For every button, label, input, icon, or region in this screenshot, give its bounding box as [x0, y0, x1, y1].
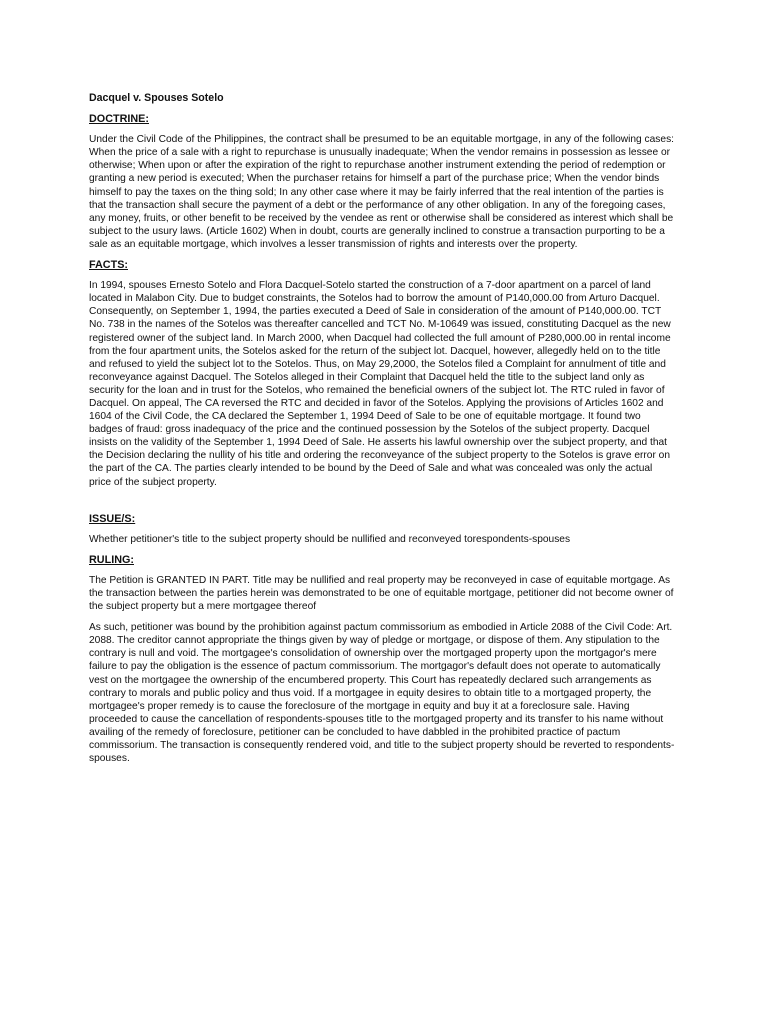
- document-page: [89, 92, 675, 773]
- doctrine-paragraph: Under the Civil Code of the Philippines, the contract shall be presumed to be an equitable mortgage, in any of the following cases: When the price of a sale with a right to repurchase is unusually inadequate; When the vendor remains in possession as lessee or otherwise; When upon or after the expiration of the right to repurchase another instrument extending the period of redemption or granting a new period is executed; When the purchaser retains for himself a part of the purchase price; When the vendor binds himself to pay the taxes on the thing sold; In any other case where it may be fairly inferred that the real intention of the parties is that the transaction shall secure the payment of a debt or the performance of any other obligation. In any of the foregoing cases, any money, fruits, or other benefit to be received by the vendee as rent or otherwise shall be considered as interest which shall be subject to the usury laws. (Article 1602) When in doubt, courts are generally inclined to construe a transaction purporting to be a sale as an equitable mortgage, which involves a lesser transmission of rights and interests over the property.: [89, 134, 674, 250]
- issues-heading: ISSUE/S:: [89, 512, 136, 525]
- doctrine-heading: DOCTRINE:: [89, 113, 149, 126]
- facts-paragraph: In 1994, spouses Ernesto Sotelo and Flora Dacquel-Sotelo started the construction of a 7-door apartment on a parcel of land located in Malabon City. Due to budget constraints, the Sotelos had to borrow the amount of P140,000.00 from Arturo Dacquel. Consequently, on September 1, 1994, the parties executed a Deed of Sale in consideration of the amount of P140,000.00. TCT No. 738 in the names of the Sotelos was thereafter cancelled and TCT No. M-10649 was issued, constituting Dacquel as the new registered owner of the subject land. In March 2000, when Dacquel had collected the full amount of P280,000.00 in rental income from the four apartment units, the Sotelos asked for the return of the subject lot. Dacquel, however, allegedly held on to the title and refused to yield the subject lot to the Sotelos. Thus, on May 29,2000, the Sotelos filed a Complaint for annulment of title and reconveyance against Dacquel. The Sotelos alleged in their Complaint that Dacquel held the title to the subject land only as security for the loan and in trust for the Sotelos, who remained the beneficial owners of the subject lot. The RTC ruled in favor of Dacquel. On appeal, The CA reversed the RTC and decided in favor of the Sotelos. Applying the provisions of Articles 1602 and 1604 of the Civil Code, the CA declared the September 1, 1994 Deed of Sale to be one of equitable mortgage. It found two badges of fraud: gross inadequacy of the price and the continued possession by the Sotelos of the subject property. Dacquel insists on the validity of the September 1, 1994 Deed of Sale. He asserts his lawful ownership over the subject property, and that the Decision declaring the nullity of his title and ordering the reconveyance of the subject property to the Sotelos is grave error on the part of the CA. The parties clearly intended to be bound by the Deed of Sale and what was concealed was only the actual price of the subject property.: [89, 280, 671, 488]
- ruling-paragraph-2: As such, petitioner was bound by the prohibition against pactum commissorium as embodied in Article 2088 of the Civil Code: Art. 2088. The creditor cannot appropriate the things given by way of pledge or mortgage, or dispose of them. Any stipulation to the contrary is null and void. The mortgagee's consolidation of ownership over the mortgaged property upon the mortgagor's mere failure to pay the obligation is the essence of pactum commissorium. The mortgagor's default does not operate to automatically vest on the mortgagee the ownership of the encumbered property. This Court has repeatedly declared such arrangements as contrary to morals and public policy and thus void. If a mortgagee in equity desires to obtain title to a mortgaged property, the mortgagee's proper remedy is to cause the foreclosure of the mortgage in equity and buy it at a foreclosure sale. Having proceeded to cause the cancellation of respondents-spouses title to the mortgaged property and its transfer to his name without availing of the remedy of foreclosure, petitioner can be concluded to have dabbled in the prohibited practice of pactum commissorium. The transaction is consequently rendered void, and title to the subject property should be reverted to respondents-spouses.: [89, 622, 675, 765]
- facts-heading: FACTS:: [89, 259, 128, 272]
- ruling-paragraph-1: The Petition is GRANTED IN PART. Title may be nullified and real property may be reconveyed in case of equitable mortgage. As the transaction between the parties herein was demonstrated to be one of equitable mortgage, petitioner did not become owner of the subject property but a mere mortgagee thereof: [89, 574, 674, 613]
- ruling-heading: RULING:: [89, 553, 134, 566]
- issues-paragraph: Whether petitioner's title to the subject property should be nullified and reconveyed torespondents-spouses: [89, 533, 571, 545]
- document-title: Dacquel v. Spouses Sotelo: [89, 92, 224, 104]
